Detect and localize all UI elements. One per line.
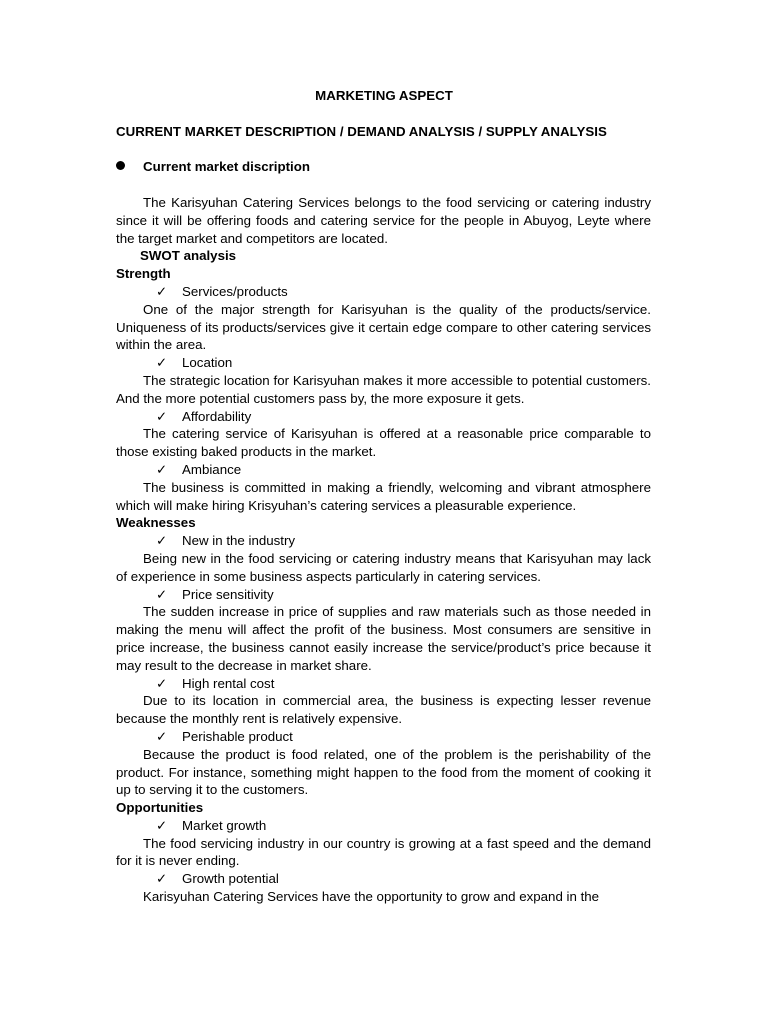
item-paragraph: Being new in the food servicing or catering industry means that Karisyuhan may lack of experience in some business aspects particularly in catering services. xyxy=(116,550,651,584)
checkmark-icon: ✓ xyxy=(156,461,168,477)
checkmark-icon: ✓ xyxy=(156,728,168,744)
check-item-label: Growth potential xyxy=(182,871,279,887)
check-item xyxy=(116,461,651,479)
check-item xyxy=(116,586,651,604)
document-body xyxy=(116,194,651,906)
check-item xyxy=(116,870,651,888)
weaknesses-heading: Weaknesses xyxy=(116,515,196,531)
item-paragraph: Karisyuhan Catering Services have the opportunity to grow and expand in the xyxy=(143,889,600,905)
check-item xyxy=(116,728,651,746)
bullet-heading xyxy=(116,159,310,174)
checkmark-icon: ✓ xyxy=(156,586,168,602)
check-item-label: Market growth xyxy=(182,817,267,833)
check-item-label: Perishable product xyxy=(182,728,293,744)
check-item xyxy=(116,408,651,426)
check-item-label: Affordability xyxy=(182,408,252,424)
item-paragraph: Because the product is food related, one of the problem is the perishability of the product. For instance, something might happen to the food from the moment of cooking it up to serving it to the customers. xyxy=(116,746,651,798)
item-paragraph: One of the major strength for Karisyuhan is the quality of the products/service. Uniqueness of its products/services give it certain edge compare to other catering services within the area. xyxy=(116,301,651,353)
check-item xyxy=(116,817,651,835)
bullet-heading-text: Current market discription xyxy=(143,159,310,174)
swot-title: SWOT analysis xyxy=(140,248,237,264)
item-paragraph: Due to its location in commercial area, the business is expecting lesser revenue because the monthly rent is relatively expensive. xyxy=(116,693,651,727)
item-paragraph: The business is committed in making a friendly, welcoming and vibrant atmosphere which will make hiring Krisyuhan’s catering services a pleasurable experience. xyxy=(116,479,651,513)
checkmark-icon: ✓ xyxy=(156,817,168,833)
item-paragraph: The sudden increase in price of supplies and raw materials such as those needed in making the menu will affect the profit of the business. Most consumers are sensitive in price increase, the business cannot easily increase the service/product’s price because it may result to the decrease in market share. xyxy=(116,604,651,673)
checkmark-icon: ✓ xyxy=(156,283,168,299)
section-heading: CURRENT MARKET DESCRIPTION / DEMAND ANALYSIS / SUPPLY ANALYSIS xyxy=(116,124,607,139)
opportunities-heading: Opportunities xyxy=(116,800,204,816)
checkmark-icon: ✓ xyxy=(156,408,168,424)
bullet-icon xyxy=(116,161,125,170)
item-paragraph: The strategic location for Karisyuhan makes it more accessible to potential customers. And the more potential customers pass by, the more exposure it gets. xyxy=(116,372,651,406)
check-item xyxy=(116,354,651,372)
document-title: MARKETING ASPECT xyxy=(315,88,453,103)
checkmark-icon: ✓ xyxy=(156,871,168,887)
check-item-label: Ambiance xyxy=(182,461,242,477)
item-paragraph: The food servicing industry in our country is growing at a fast speed and the demand for it is never ending. xyxy=(116,835,651,869)
checkmark-icon: ✓ xyxy=(156,533,168,549)
check-item-label: High rental cost xyxy=(182,675,275,691)
checkmark-icon: ✓ xyxy=(156,355,168,371)
check-item xyxy=(116,532,651,550)
strength-heading: Strength xyxy=(116,266,171,282)
check-item-label: Price sensitivity xyxy=(182,586,274,602)
item-paragraph: The catering service of Karisyuhan is offered at a reasonable price comparable to those existing baked products in the market. xyxy=(116,426,651,460)
check-item-label: Services/products xyxy=(182,283,288,299)
check-item-label: New in the industry xyxy=(182,533,296,549)
check-item xyxy=(116,675,651,693)
check-item xyxy=(116,283,651,301)
intro-paragraph: The Karisyuhan Catering Services belongs to the food servicing or catering industry since it will be offering foods and catering service for the people in Abuyog, Leyte where the target market and competitors are located. xyxy=(116,195,651,246)
checkmark-icon: ✓ xyxy=(156,675,168,691)
check-item-label: Location xyxy=(182,355,233,371)
